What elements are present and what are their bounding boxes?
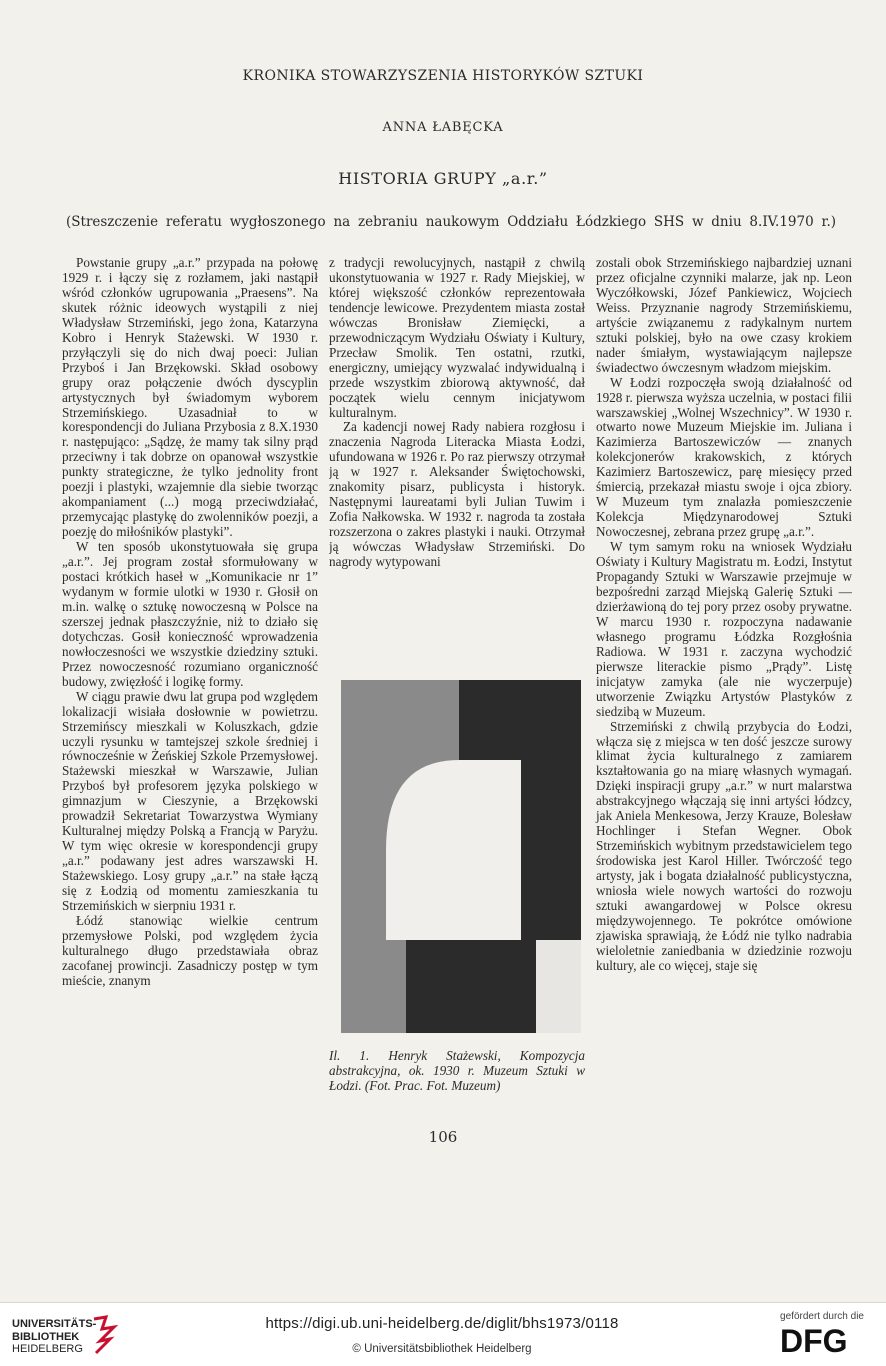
paragraph: W ten sposób ukonstytuowała się grupa „a.r.”. Jej program został sformułowany w postaci krótkich haseł w „Komunikacie nr 1” wydanym w formie ulotki w 1930 r. Głosił on m.in. walkę o sztukę nowoczesną w Polsce na szerszej jednak płaszczyźnie, niż to działo się dotychczas. Gosił konieczność wprowadzenia nowłoczesności we wszystkie dziedziny sztuki. Przez nowoczesność rozumiano organiczność budowy, zwięzłość i logikę formy.: [62, 539, 318, 689]
page-number: 106: [428, 1128, 458, 1146]
text-column-2: [329, 256, 585, 641]
dfg-logo[interactable]: [780, 1323, 870, 1357]
text-column-3: [596, 256, 852, 974]
artwork-composition-figure: [341, 680, 581, 1033]
figure-top-black-block: [459, 680, 581, 760]
paragraph: zostali obok Strzemińskiego najbardziej uznani przez oficjalne czynniki malarze, jak np. Leon Wyczółkowski, Józef Pankiewicz, Wojciech Weiss. Przyznanie nagrody Strzemińskiemu, artyście związanemu z radykalnym nurtem sztuki polskiej, było na owe czasy krokiem nader śmiałym, wystawiającym najlepsze świadectwo ówczesnym władzom miejskim.: [596, 255, 852, 375]
funding-label: gefördert durch die: [780, 1311, 864, 1322]
running-head: KRONIKA STOWARZYSZENIA HISTORYKÓW SZTUKI: [242, 68, 644, 84]
article-author: ANNA ŁABĘCKA: [382, 120, 504, 135]
article-subtitle: (Streszczenie referatu wygłoszonego na zebraniu naukowym Oddziału Łódzkiego SHS w dniu 8.IV.1970 r.): [66, 214, 836, 230]
paragraph: W ciągu prawie dwu lat grupa pod względem lokalizacji wisiała dosłownie w powietrzu. Strzemińscy mieszkali w Koluszkach, gdzie uczyli rysunku w tamtejszej szkole średniej i równocześnie w Żeńskiej Szkole Przemysłowej. Stażewski mieszkał w Warszawie, Julian Przyboś był profesorem języka polskiego w gimnazjum w Cieszynie, a Brzękowski prowadził Sekretariat Towarzystwa Wymiany Kulturalnej między Polską a Francją w Paryżu. W tym więc okresie w korespondencji grupy „a.r.” podawany jest adres warszawski H. Stażewskiego. Losy grupy „a.r.” na stałe łączą się z Łodzią od momentu zamieszkania tu Strzemińskich w sierpniu 1931 r.: [62, 688, 318, 913]
figure-caption: Il. 1. Henryk Stażewski, Kompozycja abstrakcyjna, ok. 1930 r. Muzeum Sztuki w Łodzi. (Fot. Prac. Fot. Muzeum): [329, 1048, 585, 1093]
figure-bottom-black-block: [406, 940, 536, 1033]
paragraph: Powstanie grupy „a.r.” przypada na połowę 1929 r. i łączy się z rozłamem, jaki nastąpił wśród członków ugrupowania „Praesens”. Na skutek różnic ideowych wystąpili z niej Władysław Strzemiński, jego żona, Katarzyna Kobro i Henryk Stażewski. W 1930 r. przyłączyli się do nich dwaj poeci: Julian Przyboś i Jan Brzękowski. Skład osobowy grupy oraz połączenie dwóch dyscyplin artystycznych był świadomym wyborem Strzemińskiego. Uzasadniał to w korespondencji do Juliana Przybosia z 8.X.1930 r. następująco: „Sądzę, że mamy tak silny prąd przeciwny i tak dobrze on opanował wszystkie punkty strategiczne, że tylko jednolity front poezji i plastyki, wzajemnie dla siebie tworząc akompaniament (...) mogą przeciwdziałać, przemycając plastykę do zwolenników poezji, a poezję do miłośników plastyki”.: [62, 255, 318, 540]
paragraph: z tradycji rewolucyjnych, nastąpił z chwilą ukonstytuowania w 1927 r. Rady Miejskiej, w której większość członków reprezentowała tendencje lewicowe. Prezydentem miasta został wówczas Bronisław Ziemięcki, a przewodniczącym Wydziału Oświaty i Kultury, Przecław Smolik. Ten ostatni, rzutki, energiczny, umiejący wyzwalać indywidualną i przede wszystkim zbiorową aktywność, dał początek wielu cennym inicjatywom kulturalnym.: [329, 256, 585, 420]
heidelberg-logo-text[interactable]: UNIVERSITÄTS- BIBLIOTHEK HEIDELBERG: [12, 1318, 97, 1355]
article-title: HISTORIA GRUPY „a.r.”: [338, 169, 548, 188]
paragraph: W Łodzi rozpoczęła swoją działalność od 1928 r. pierwsza wyższa uczelnia, w postaci filii warszawskiej „Wolnej Wszechnicy”. W 1930 r. otwarto nowe Muzeum Miejskie im. Juliana i Kazimierza Bartoszewiczów — znanych kolekcjonerów krakowskich, z których Kazimierz Bartoszewicz, parę miesięcy przed śmiercią, przekazał miastu swoje i ojca zbiory. W Muzeum tym znalazła pomieszczenie Kolekcja Międzynarodowej Sztuki Nowoczesnej, zebrana przez grupę „a.r.”.: [596, 374, 852, 540]
permalink-url[interactable]: https://digi.ub.uni-heidelberg.de/diglit/bhs1973/0118: [265, 1315, 619, 1332]
paragraph: W tym samym roku na wniosek Wydziału Oświaty i Kultury Magistratu m. Łodzi, Instytut Propagandy Sztuki w Warszawie przejmuje w bezpośredni zarząd Miejską Galerię Sztuki — dzierżawioną do tej pory przez osoby prywatne. W marcu 1930 r. rozpoczyna nadawanie własnego programu Łódzka Rozgłośnia Radiowa. W 1931 r. zaczyna wychodzić pierwsze literackie pismo „Prądy”. Listę inicjatyw zamyka (ale nie wyczerpuje) utworzenie Związku Artystów Plastyków z siedzibą w Muzeum.: [596, 539, 852, 719]
heidelberg-logo-icon: [92, 1315, 118, 1355]
text-column-1: [62, 256, 318, 989]
figure-right-black-bar: [521, 760, 581, 940]
digitization-footer: [0, 1302, 886, 1366]
paragraph: Łódź stanowiąc wielkie centrum przemysłowe Polski, pod względem życia kulturalnego długo przedstawiała obraz zacofanej prowincji. Zasadniczy postęp w tym mieście, znanym: [62, 912, 318, 988]
paragraph: Za kadencji nowej Rady nabiera rozgłosu i znaczenia Nagroda Literacka Miasta Łodzi, ufundowana w 1926 r. Po raz pierwszy otrzymał ją w 1927 r. Aleksander Świętochowski, znakomity pisarz, publicysta i historyk. Następnymi laureatami byli Julian Tuwim i Zofia Nałkowska. W 1932 r. nagroda ta została rozszerzona o zakres plastyki i nauki. Otrzymał ją wówczas Władysław Strzemiński. Do nagrody wytypowani: [329, 419, 585, 570]
dfg-logo-text: DFG: [780, 1323, 848, 1357]
paragraph: Strzemiński z chwilą przybycia do Łodzi, włącza się z miejsca w ten dość jeszcze surowy klimat życia kulturalnego z zamiarem kształtowania go na miarę własnych wymagań. Dzięki inspiracji grupy „a.r.” w nurt malarstwa abstrakcyjnego włączają się inni artyści łódzcy, jak Aniela Menkesowa, Jerzy Krauze, Bolesław Hochlinger i Stefan Wegner. Obok Strzemińskich wybitnym przedstawicielem tego środowiska jest Karol Hiller. Twórczość tego artysty, jak i bogata działalność publicystyczna, wniosła wiele nowych wartości do rozwoju sztuki awangardowej w Polsce okresu międzywojennego. Te pokrótce omówione zjawiska sprawiają, że Łódź nie tylko nadrabia wieloletnie zaniedbania w dziedzinie rozwoju kultury, ale co więcej, staje się: [596, 718, 852, 973]
copyright-notice: © Universitätsbibliothek Heidelberg: [352, 1343, 532, 1355]
